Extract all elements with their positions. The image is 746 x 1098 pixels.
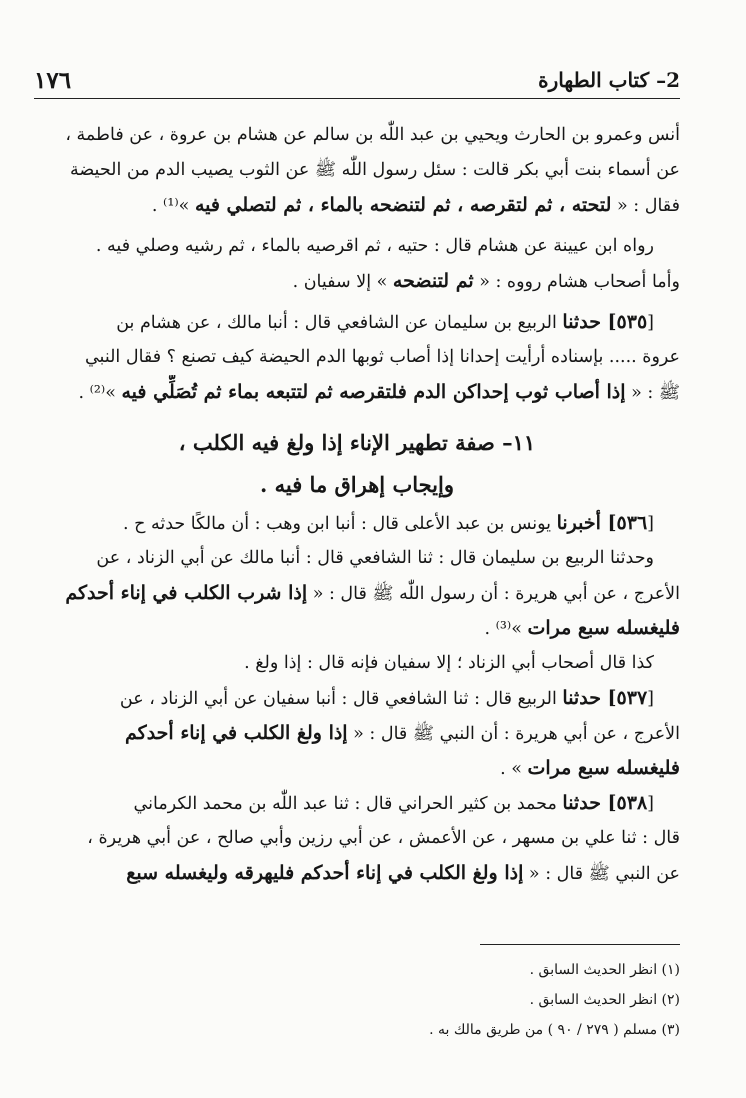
line-text: أنس وعمرو بن الحارث ويحيي بن عبد اللّٰه بن سالم عن هشام بن عروة ، عن فاطمة ، — [65, 125, 680, 145]
bold-hadith-text: إذا أصاب ثوب إحداكن الدم فلتقرصه ثم لتتبعه بماء ثم تُصَلِّي فيه — [121, 381, 626, 403]
footnote-1: (١) انظر الحديث السابق . — [529, 962, 680, 978]
text-line — [34, 541, 680, 576]
line-text: [ — [647, 514, 654, 534]
line-text-after: يونس بن عبد الأعلى قال : أنبا ابن وهب : أن مالكًا حدثه ح . — [122, 514, 557, 534]
bold-hadith-text: لتحته ، ثم لتقرصه ، ثم لتنضحه بالماء ، ثم لتصلي فيه — [194, 194, 612, 216]
line-text-after: » . — [500, 759, 528, 779]
text-line — [34, 375, 680, 410]
footnote-2: (٢) انظر الحديث السابق . — [529, 992, 680, 1008]
line-text-after: » إلا سفيان . — [292, 272, 393, 292]
text-line — [34, 506, 680, 541]
bold-hadith-text: ٥٣٦] أخبرنا — [556, 512, 648, 534]
bold-hadith-text: فليغسله سبع مرات — [527, 617, 680, 639]
line-text: رواه ابن عيينة عن هشام قال : حتيه ، ثم اقرصيه بالماء ، ثم رشيه وصلي فيه . — [95, 236, 654, 256]
text-line — [34, 305, 680, 340]
text-block-2 — [34, 506, 680, 891]
page-number: ١٧٦ — [34, 66, 72, 94]
section-gap — [34, 410, 680, 422]
text-line — [34, 681, 680, 716]
footnote-rule — [480, 944, 680, 945]
footnotes — [34, 944, 680, 1045]
header-rule — [34, 98, 680, 99]
line-text: عروة ..... بإسناده أرأيت إحدانا إذا أصاب ثوبها الدم الحيضة كيف تصنع ؟ فقال النبي — [84, 347, 680, 367]
chapter-title: 2– كتاب الطهارة — [538, 68, 680, 92]
line-text: عن النبي ﷺ قال : « — [523, 864, 680, 884]
line-text: [ — [647, 689, 654, 709]
text-line — [34, 229, 680, 264]
text-block-1 — [34, 118, 680, 410]
section-title-1: ١١– صفة تطهير الإناء إذا ولغ فيه الكلب ، — [178, 430, 536, 455]
text-line — [34, 611, 680, 646]
footnote-3: (٣) مسلم ( ٢٧٩ / ٩٠ ) من طريق مالك به . — [429, 1022, 680, 1038]
bold-hadith-text: ٥٣٥] حدثنا — [562, 311, 648, 333]
text-line — [34, 751, 680, 786]
bold-hadith-text: إذا ولغ الكلب في إناء أحدكم — [125, 722, 348, 744]
main-text — [34, 118, 680, 891]
bold-hadith-text: فليغسله سبع مرات — [527, 757, 680, 779]
text-line — [34, 786, 680, 821]
text-line — [34, 118, 680, 153]
line-text-after: »⁽³⁾ . — [484, 619, 528, 639]
bold-hadith-text: إذا ولغ الكلب في إناء أحدكم فليهرقه وليغسله سبع — [126, 862, 524, 884]
text-line — [34, 646, 680, 681]
text-line — [34, 856, 680, 891]
text-line — [34, 821, 680, 856]
line-text-after: الربيع قال : ثنا الشافعي قال : أنبا سفيان عن أبي الزناد ، عن — [119, 689, 563, 709]
bold-hadith-text: ٥٣٨] حدثنا — [562, 792, 648, 814]
text-line — [34, 716, 680, 751]
line-text: فقال : « — [611, 196, 680, 216]
text-line — [34, 576, 680, 611]
text-line — [34, 153, 680, 188]
line-text: [ — [647, 794, 654, 814]
line-text: وأما أصحاب هشام رووه : « — [473, 272, 680, 292]
line-text: الأعرج ، عن أبي هريرة : أن النبي ﷺ قال : « — [347, 724, 680, 744]
text-line — [34, 340, 680, 375]
text-line — [34, 188, 680, 223]
line-text: عن أسماء بنت أبي بكر قالت : سئل رسول اللّٰه ﷺ عن الثوب يصيب الدم من الحيضة — [69, 160, 680, 180]
line-text: قال : ثنا علي بن مسهر ، عن الأعمش ، عن أبي رزين وأبي صالح ، عن أبي هريرة ، — [87, 828, 680, 848]
line-text: ﷺ : « — [625, 383, 680, 403]
line-text-after: »⁽²⁾ . — [78, 383, 122, 403]
line-text: [ — [647, 313, 654, 333]
line-text-after: الربيع بن سليمان عن الشافعي قال : أنبا مالك ، عن هشام بن — [116, 313, 563, 333]
running-header — [34, 64, 680, 96]
line-text: كذا قال أصحاب أبي الزناد ؛ إلا سفيان فإنه قال : إذا ولغ . — [244, 653, 654, 673]
line-text-after: »⁽¹⁾ . — [151, 196, 195, 216]
text-line — [34, 264, 680, 299]
bold-hadith-text: إذا شرب الكلب في إناء أحدكم — [65, 582, 308, 604]
line-text: الأعرج ، عن أبي هريرة : أن رسول اللّٰه ﷺ قال : « — [307, 584, 680, 604]
bold-hadith-text: ثم لتنضحه — [392, 270, 474, 292]
section-title-2: وإيجاب إهراق ما فيه . — [259, 472, 454, 497]
line-text: وحدثنا الربيع بن سليمان قال : ثنا الشافعي قال : أنبا مالك عن أبي الزناد ، عن — [96, 548, 654, 568]
bold-hadith-text: ٥٣٧] حدثنا — [562, 687, 648, 709]
line-text-after: محمد بن كثير الحراني قال : ثنا عبد اللّٰه بن محمد الكرماني — [133, 794, 563, 814]
